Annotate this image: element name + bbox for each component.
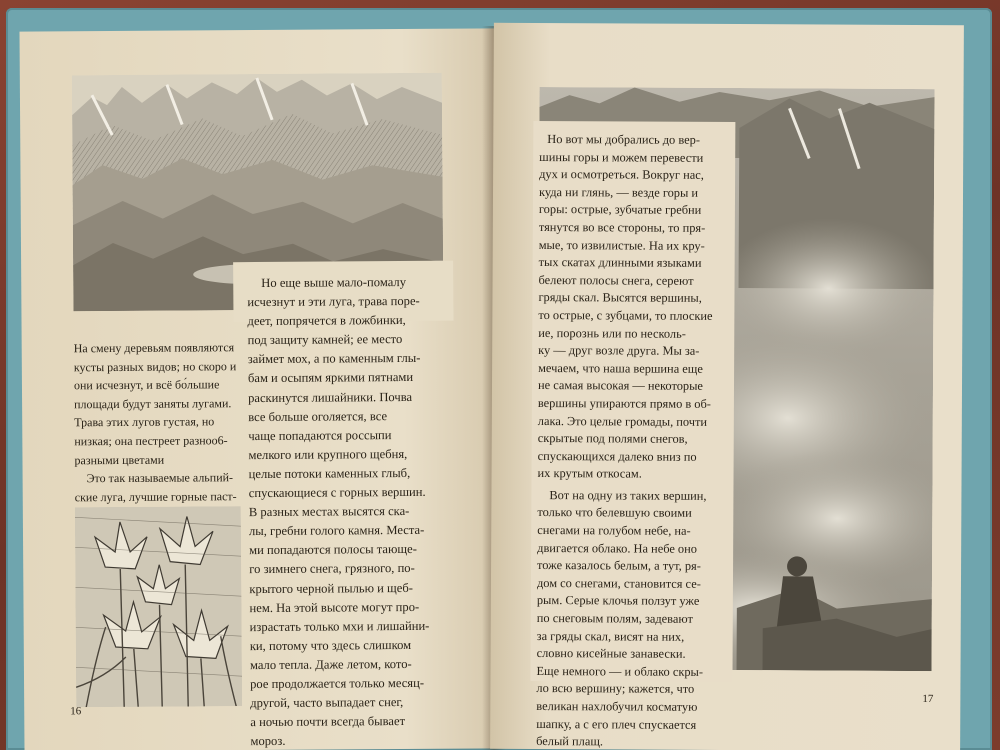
left-page-left-column — [74, 338, 250, 525]
text-line: лы, гребни голого камня. Места- — [248, 523, 425, 539]
text-line: за гряды скал, висят на них, — [536, 628, 685, 644]
text-line: В разных местах высятся ска- — [248, 504, 410, 520]
text-line: крытого черной пылью и щеб- — [249, 580, 413, 596]
text-line: дом со снегами, становится се- — [536, 575, 701, 591]
text-line: вершины упираются прямо в об- — [537, 395, 711, 411]
text-line: все больше оголяется, все — [248, 408, 388, 424]
text-line: гряды скал. Высятся вершины, — [538, 290, 702, 306]
text-line: деет, попрячется в ложбинки, — [247, 313, 406, 329]
text-line: спускающихся далеко вниз по — [537, 448, 697, 464]
text-line: мало тепла. Даже летом, кото- — [249, 656, 412, 672]
text-line: займет мох, а по каменным глы- — [247, 351, 421, 367]
text-line: скрытые под полями снегов, — [537, 431, 688, 446]
text-line: шапку, а с его плеч спускается — [536, 716, 697, 732]
text-line: низкая; она пестреет разноо6- — [74, 433, 228, 449]
left-page — [19, 28, 502, 750]
text-line: Но вот мы добрались до вер- — [547, 132, 701, 147]
text-line: горы: острые, зубчатые гребни — [538, 202, 702, 218]
text-line: куда ни глянь, — везде горы и — [538, 184, 699, 200]
text-line: На смену деревьям появляются — [73, 340, 235, 356]
text-line: мечаем, что наша вершина еще — [538, 360, 703, 376]
text-line: исчезнут и эти луга, трава поре- — [247, 293, 420, 310]
right-page-column — [536, 131, 754, 750]
text-line: целые потоки каменных глыб, — [248, 465, 411, 482]
text-line: Но еще выше мало-помалу — [261, 274, 407, 290]
text-line: нем. На этой высоте могут про- — [249, 599, 420, 615]
text-line: не самая высокая — некоторые — [537, 378, 703, 394]
text-line: Вот на одну из таких вершин, — [549, 487, 707, 503]
text-line: снегами на голубом небе, на- — [537, 523, 691, 538]
text-line: другой, часто выпадает снег, — [250, 695, 404, 711]
page-number: 16 — [70, 705, 82, 718]
text-line: двигается облако. На небе оно — [537, 540, 698, 556]
text-line: кусты разных видов; но скоро и — [73, 358, 237, 374]
text-line: площади будут заняты лугами. — [74, 395, 232, 412]
text-line: раскинутся лишайники. Почва — [248, 389, 413, 405]
left-page-right-column — [247, 273, 475, 750]
alpine-flowers-illustration — [75, 506, 242, 707]
text-line: словно кисейные занавески. — [536, 646, 686, 662]
text-line: тянутся во все стороны, то пря- — [538, 219, 706, 235]
text-line: ие, порознь или по несколь- — [538, 325, 686, 341]
text-line: мые, то извилистые. На их кру- — [538, 237, 705, 253]
text-line: ло всю вершину; кажется, что — [536, 681, 695, 697]
text-line: мороз. — [250, 734, 286, 749]
text-line: Трава этих лугов густая, но — [74, 414, 215, 430]
text-line: шины горы и можем перевести — [539, 149, 704, 165]
text-line: только что белевшую своими — [537, 505, 692, 521]
text-line: то острые, с зубцами, то плоские — [538, 307, 713, 323]
text-line: белеют полосы снега, сереют — [538, 272, 694, 288]
text-line: великан нахлобучил косматую — [536, 699, 698, 714]
text-line: а ночью почти всегда бывает — [250, 714, 406, 730]
text-line: ки, потому что здесь слишком — [249, 637, 412, 653]
text-line: под защиту камней; ее место — [247, 332, 403, 348]
right-page — [490, 23, 964, 750]
text-line: Еще немного — и облако скры- — [536, 663, 704, 679]
text-line: го зимнего снега, грязного, по- — [249, 561, 415, 577]
text-line: тоже казалось белым, а тут, ря- — [537, 558, 701, 574]
text-line: ские луга, лучшие горные паст- — [74, 488, 237, 505]
text-line: спускающиеся с горных вершин. — [248, 484, 426, 501]
text-line: рое продолжается только месяц- — [250, 675, 425, 692]
text-line: тых скатах длинными языками — [538, 255, 702, 271]
text-line: они исчезнут, и всё бо́льшие — [73, 377, 220, 393]
text-line: дух и осмотреться. Вокруг нас, — [539, 167, 704, 183]
text-line: разными цветами — [74, 452, 165, 467]
text-line: чаще попадаются россыпи — [248, 427, 392, 443]
text-line: по снеговым полям, задевают — [536, 611, 693, 626]
text-line: рым. Серые клочья ползут уже — [536, 593, 700, 609]
page-number: 17 — [922, 693, 934, 706]
text-line: их крутым откосам. — [537, 466, 642, 481]
text-line: Это так называемые альпий- — [86, 470, 234, 486]
text-line: бам и осыпям яркими пятнами — [247, 370, 414, 386]
text-line: ми попадаются полосы тающе- — [249, 542, 417, 558]
text-line: израстать только мхи и лишайни- — [249, 618, 430, 634]
text-line: мелкого или крупного щебня, — [248, 446, 408, 462]
text-line: белый плащ. — [536, 734, 604, 749]
text-line: ку — друг возле друга. Мы за- — [538, 343, 700, 358]
text-line: лака. Это целые громады, почти — [537, 413, 708, 429]
